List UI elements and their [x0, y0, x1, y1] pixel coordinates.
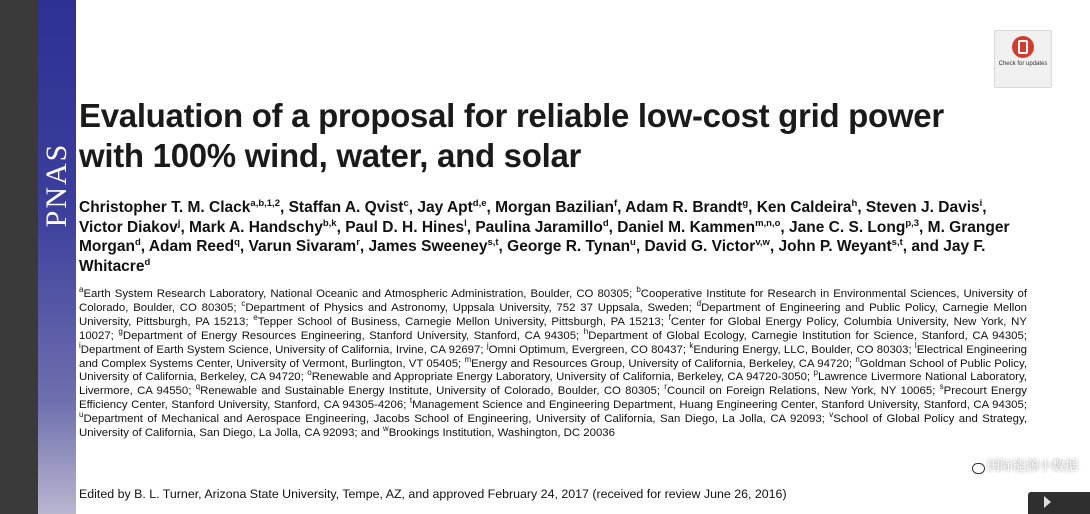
wechat-watermark	[964, 455, 1078, 474]
crossmark-label: Check for updates	[998, 61, 1048, 67]
affiliation-list: $^a$Earth System Research Laboratory, National Oceanic and Atmospheric Administration, Boulder, CO 80305; $^b$Cooperative Institute for Research in Environmental Sciences, University of Colorado, Boulder, CO 80305; $^c$Department of Physics and Astronomy, Uppsala University, 752 37 Uppsala, Sweden; $^d$Department of Engineering and Public Policy, Carnegie Mellon University, Pittsburgh, PA 15213; $^e$Tepper School of Business, Carnegie Mellon University, Pittsburgh, PA 15213; $^f$Center for Global Energy Policy, Columbia University, New York, NY 10027; $^g$Department of Energy Resources Engineering, Stanford University, Stanford, CA 94305; $^h$Department of Global Ecology, Carnegie Institution for Science, Stanford, CA 94305; $^i$Department of Earth System Science, University of California, Irvine, CA 92697; $^j$Omni Optimum, Evergreen, CO 80437; $^k$Enduring Energy, LLC, Boulder, CO 80303; $^l$Electrical Engineering and Complex Systems Center, University of Vermont, Burlington, VT 05405; $^m$Energy and Resources Group, University of California, Berkeley, CA 94720; $^n$Goldman School of Public Policy, University of California, Berkeley, CA 94720; $^o$Renewable and Appropriate Energy Laboratory, University of California, Berkeley, CA 94720-3050; $^p$Lawrence Livermore National Laboratory, Livermore, CA 94550; $^q$Renewable and Sustainable Energy Institute, University of Colorado, Boulder, CO 80305; $^r$Council on Foreign Relations, New York, NY 10065; $^s$Precourt Energy Efficiency Center, Stanford University, Stanford, CA 94305-4206; $^t$Management Science and Engineering Department, Huang Engineering Center, Stanford University, Stanford, CA 94305; $^u$Department of Mechanical and Aerospace Engineering, Jacobs School of Engineering, University of California, San Diego, La Jolla, CA 92093; $^v$School of Global Policy and Strategy, University of California, San Diego, La Jolla, CA 92093; and $^w$Brookings Institution, Washington, DC 20036	[79, 285, 1028, 440]
page-left-gutter	[0, 0, 38, 514]
wechat-account-name: 国际能源小数据	[986, 458, 1078, 473]
crossmark-icon	[1012, 36, 1034, 58]
crossmark-badge[interactable]	[994, 30, 1052, 88]
wechat-icon	[964, 458, 981, 472]
journal-name-label: PNAS	[40, 142, 73, 228]
next-page-button[interactable]	[1028, 492, 1090, 514]
journal-side-band	[38, 0, 76, 514]
editor-line: Edited by B. L. Turner, Arizona State University, Tempe, AZ, and approved February 24, 2017 (received for review June 26, 2016)	[79, 487, 787, 501]
author-list: Christopher T. M. Clack$^{a,b,1,2}$, Staffan A. Qvist$^c$, Jay Apt$^{d,e}$, Morgan Bazilian$^f$, Adam R. Brandt$^g$, Ken Caldeira$^h$, Steven J. Davis$^i$, Victor Diakov$^j$, Mark A. Handschy$^{b,k}$, Paul D. H. Hines$^l$, Paulina Jaramillo$^d$, Daniel M. Kammen$^{m,n,o}$, Jane C. S. Long$^{p,3}$, M. Granger Morgan$^d$, Adam Reed$^q$, Varun Sivaram$^r$, James Sweeney$^{s,t}$, George R. Tynan$^u$, David G. Victor$^{v,w}$, John P. Weyant$^{s,t}$, and Jay F. Whitacre$^d$	[79, 197, 1010, 275]
page-title: Evaluation of a proposal for reliable low-cost grid power with 100% wind, water, and solar	[79, 97, 944, 174]
paper-content	[76, 0, 1090, 514]
chevron-right-icon	[1044, 496, 1051, 508]
